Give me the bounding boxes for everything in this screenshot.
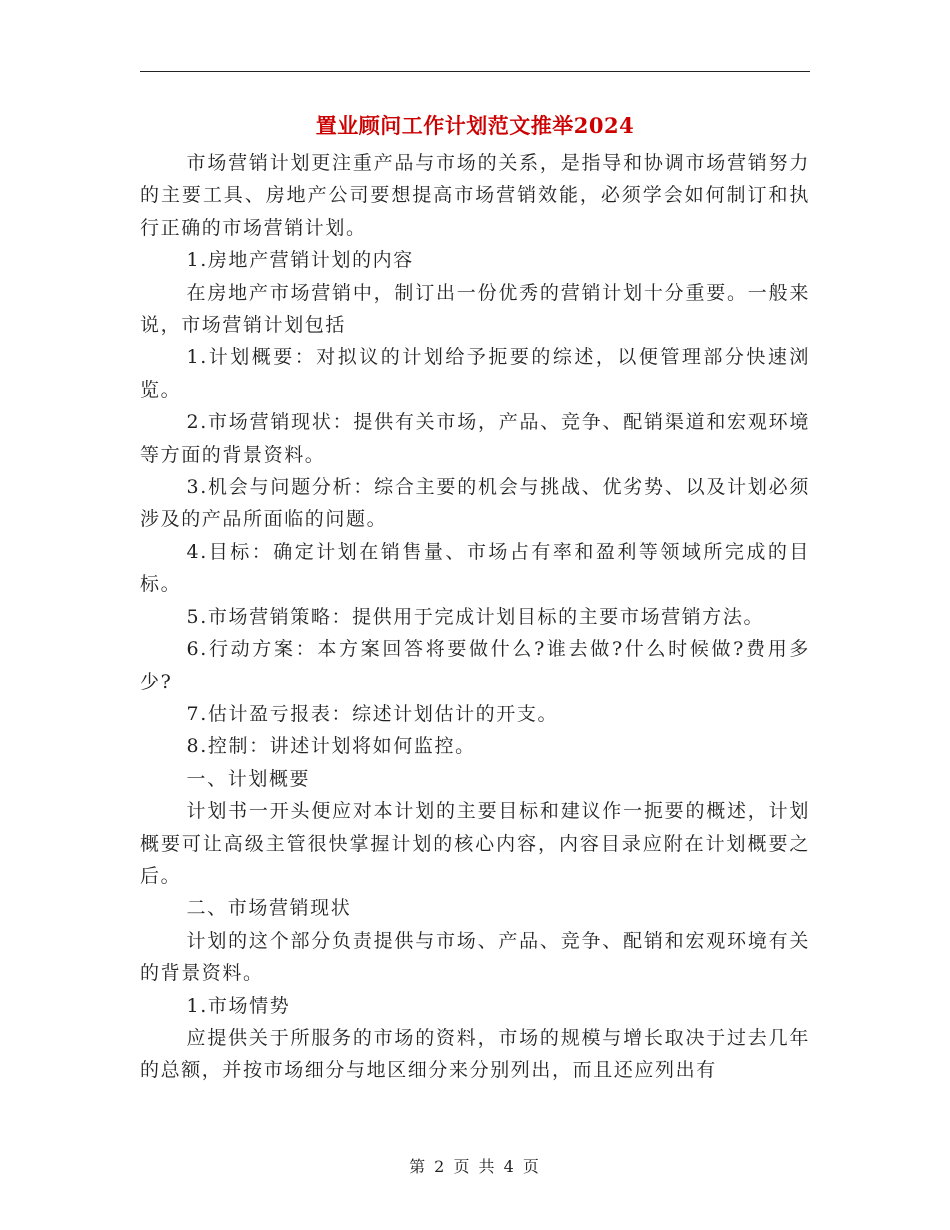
- page-footer: 第 2 页 共 4 页: [409, 1157, 541, 1176]
- subsection-heading: 1.市场情势: [186, 994, 291, 1017]
- paragraph: 6.行动方案：本方案回答将要做什么?谁去做?什么时候做?费用多少?: [140, 638, 810, 693]
- paragraph: 市场营销计划更注重产品与市场的关系，是指导和协调市场营销努力的主要工具、房地产公司要想提高市场营销效能，必须学会如何制订和执行正确的市场营销计划。: [140, 152, 810, 239]
- paragraph: 4.目标：确定计划在销售量、市场占有率和盈利等领域所完成的目标。: [140, 540, 810, 596]
- paragraph: 7.估计盈亏报表：综述计划估计的开支。: [186, 702, 559, 725]
- section-heading: 二、市场营销现状: [186, 897, 352, 920]
- header-rule: [140, 71, 810, 72]
- paragraph: 2.市场营销现状：提供有关市场，产品、竞争、配销渠道和宏观环境等方面的背景资料。: [140, 411, 810, 466]
- paragraph: 在房地产市场营销中，制订出一份优秀的营销计划十分重要。一般来说，市场营销计划包括: [140, 281, 810, 337]
- paragraph: 8.控制：讲述计划将如何监控。: [186, 735, 476, 758]
- document-title: 置业顾问工作计划范文推举2024: [315, 113, 635, 138]
- paragraph: 5.市场营销策略：提供用于完成计划目标的主要市场营销方法。: [186, 605, 765, 628]
- section-heading: 一、计划概要: [186, 767, 311, 790]
- paragraph: 1.计划概要：对拟议的计划给予扼要的综述，以便管理部分快速浏览。: [140, 346, 810, 401]
- paragraph: 1.房地产营销计划的内容: [186, 249, 414, 272]
- paragraph: 应提供关于所服务的市场的资料，市场的规模与增长取决于过去几年的总额，并按市场细分与地区细分来分别列出，而且还应列出有: [140, 1026, 810, 1082]
- paragraph: 计划书一开头便应对本计划的主要目标和建议作一扼要的概述，计划概要可让高级主管很快掌握计划的核心内容，内容目录应附在计划概要之后。: [140, 800, 810, 887]
- paragraph: 3.机会与问题分析：综合主要的机会与挑战、优劣势、以及计划必须涉及的产品所面临的问题。: [140, 476, 810, 531]
- document-body: [140, 147, 810, 1087]
- paragraph: 计划的这个部分负责提供与市场、产品、竞争、配销和宏观环境有关的背景资料。: [140, 929, 810, 985]
